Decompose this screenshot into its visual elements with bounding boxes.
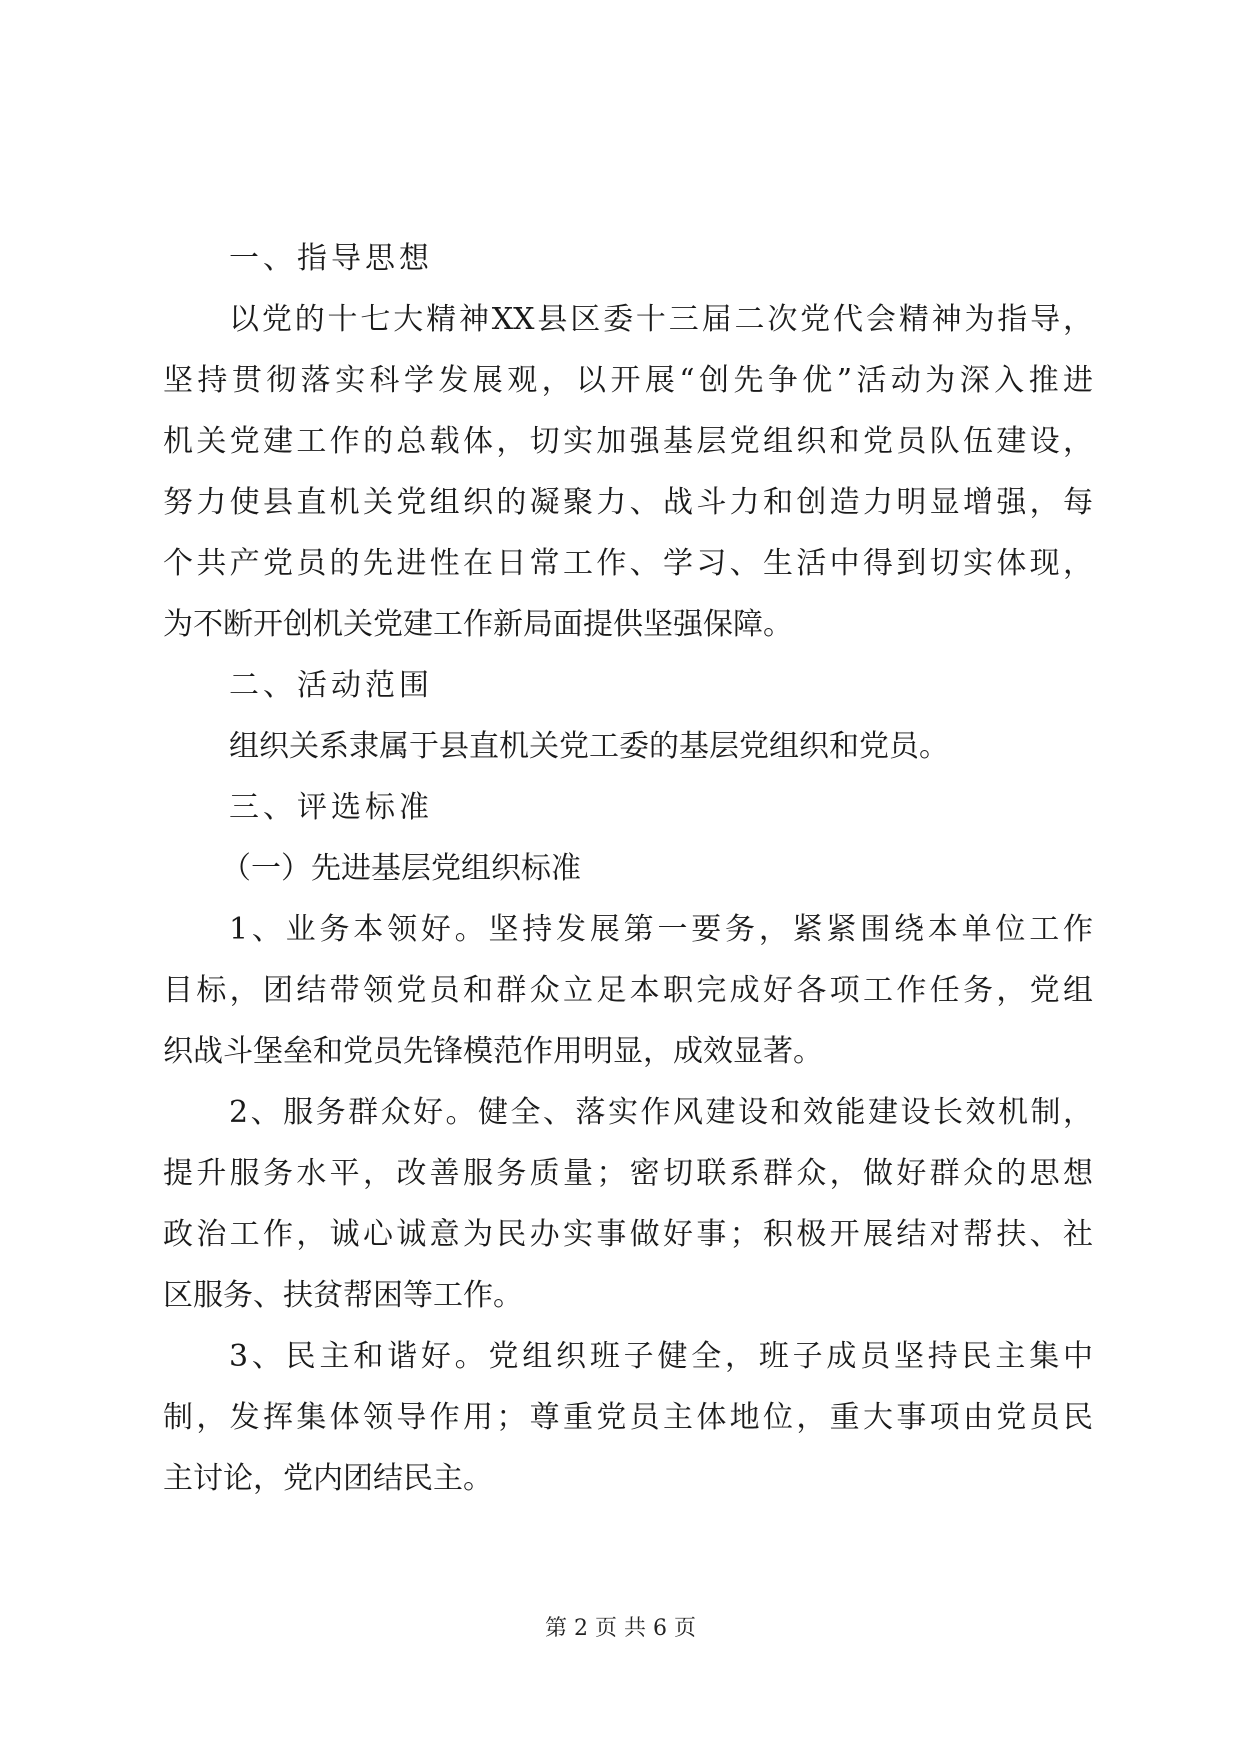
- paragraph-line: 努力使县直机关党组织的凝聚力、战斗力和创造力明显增强，每: [163, 485, 1093, 520]
- paragraph-line: 以党的十七大精神XX县区委十三届二次党代会精神为指导，: [229, 302, 1093, 337]
- paragraph-line: 3、民主和谐好。党组织班子健全，班子成员坚持民主集中: [229, 1339, 1093, 1374]
- paragraph-line: 区服务、扶贫帮困等工作。: [163, 1278, 523, 1313]
- paragraph-line: 组织关系隶属于县直机关党工委的基层党组织和党员。: [229, 729, 949, 764]
- paragraph-line: 提升服务水平，改善服务质量；密切联系群众，做好群众的思想: [163, 1156, 1093, 1191]
- paragraph-line: 目标，团结带领党员和群众立足本职完成好各项工作任务，党组: [163, 973, 1093, 1008]
- document-body: [163, 228, 1093, 1509]
- paragraph-line: 为不断开创机关党建工作新局面提供坚强保障。: [163, 607, 793, 642]
- paragraph-line: 主讨论，党内团结民主。: [163, 1461, 493, 1496]
- paragraph-line: 政治工作，诚心诚意为民办实事做好事；积极开展结对帮扶、社: [163, 1217, 1093, 1252]
- paragraph-line: 坚持贯彻落实科学发展观，以开展“创先争优”活动为深入推进: [163, 363, 1093, 398]
- page-number-footer: 第 2 页 共 6 页: [545, 1616, 696, 1641]
- paragraph-line: 制，发挥集体领导作用；尊重党员主体地位，重大事项由党员民: [163, 1400, 1093, 1435]
- section-heading-guiding: 一、指导思想: [229, 241, 433, 276]
- paragraph-line: 机关党建工作的总载体，切实加强基层党组织和党员队伍建设，: [163, 424, 1093, 459]
- subsection-heading: （一）先进基层党组织标准: [221, 851, 581, 886]
- section-heading-criteria: 三、评选标准: [229, 790, 433, 825]
- paragraph-line: 1、业务本领好。坚持发展第一要务，紧紧围绕本单位工作: [229, 912, 1093, 947]
- paragraph-line: 2、服务群众好。健全、落实作风建设和效能建设长效机制，: [229, 1095, 1093, 1130]
- section-heading-scope: 二、活动范围: [229, 668, 433, 703]
- paragraph-line: 个共产党员的先进性在日常工作、学习、生活中得到切实体现，: [163, 546, 1093, 581]
- paragraph-line: 织战斗堡垒和党员先锋模范作用明显，成效显著。: [163, 1034, 823, 1069]
